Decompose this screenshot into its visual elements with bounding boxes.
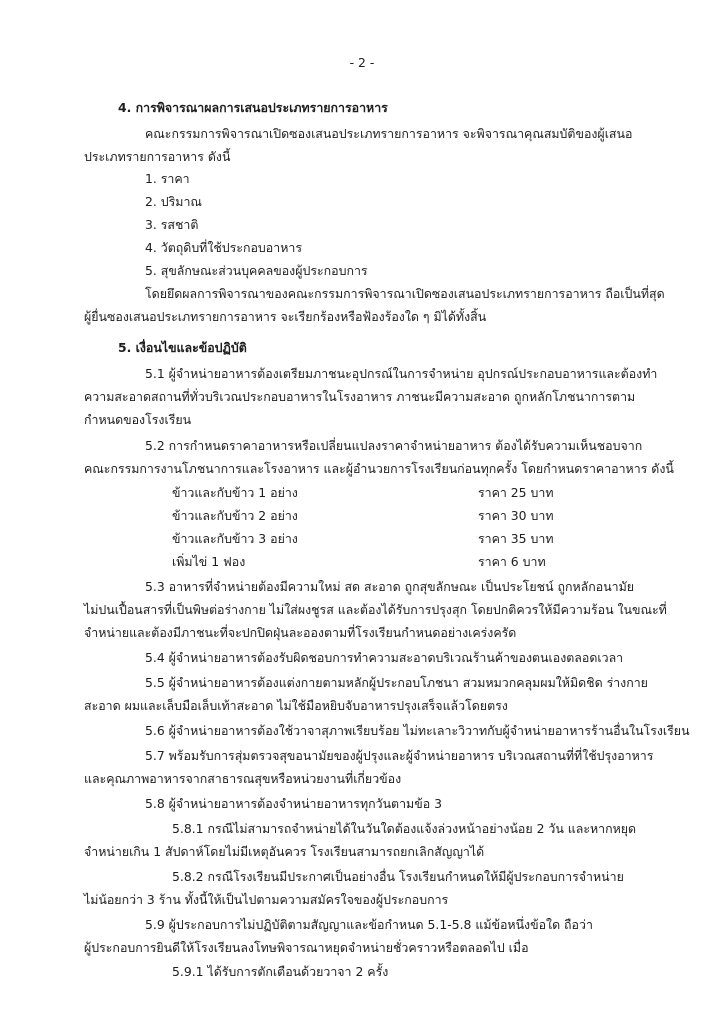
clause-5-3-line-2: ไม่ปนเปื้อนสารที่เป็นพิษต่อร่างกาย ไม่ใส่ผงชูรส และต้องได้รับการปรุงสุก โดยปกติควรให้มีความร้อน ในขณะที่	[84, 602, 667, 617]
section-5-heading: 5. เงื่อนไขและข้อปฏิบัติ	[118, 340, 247, 355]
clause-5-7-line-2: และคุณภาพอาหารจากสาธารณสุขหรือหน่วยงานที่เกี่ยวข้อง	[84, 771, 402, 786]
clause-5-9-line-1: 5.9 ผู้ประกอบการไม่ปฏิบัติตามสัญญาและข้อกำหนด 5.1-5.8 แม้ข้อหนึ่งข้อใด ถือว่า	[145, 917, 593, 932]
page-number: - 2 -	[349, 55, 375, 70]
clause-5-8: 5.8 ผู้จำหน่ายอาหารต้องจำหน่ายอาหารทุกวันตามข้อ 3	[145, 796, 442, 811]
clause-5-8-2-line-1: 5.8.2 กรณีโรงเรียนมีประกาศเป็นอย่างอื่น โรงเรียนกำหนดให้มีผู้ประกอบการจำหน่าย	[172, 869, 624, 884]
clause-5-6: 5.6 ผู้จำหน่ายอาหารต้องใช้วาจาสุภาพเรียบร้อย ไม่ทะเลาะวิวาทกับผู้จำหน่ายอาหารร้านอื่นในโรงเรียน	[145, 723, 690, 738]
clause-5-2-line-1: 5.2 การกำหนดราคาอาหารหรือเปลี่ยนแปลงราคาจำหน่ายอาหาร ต้องได้รับความเห็นชอบจาก	[145, 438, 643, 453]
price-item-name: ข้าวและกับข้าว 3 อย่าง	[172, 531, 298, 546]
price-item-price: ราคา 35 บาท	[478, 531, 554, 546]
price-item-price: ราคา 6 บาท	[478, 554, 546, 569]
price-item-price: ราคา 30 บาท	[478, 508, 554, 523]
price-item-name: ข้าวและกับข้าว 2 อย่าง	[172, 508, 298, 523]
section-4-final-line-1: โดยยึดผลการพิจารณาของคณะกรรมการพิจารณาเปิดซองเสนอประเภทรายการอาหาร ถือเป็นที่สุด	[145, 286, 665, 301]
clause-5-3-line-1: 5.3 อาหารที่จำหน่ายต้องมีความใหม่ สด สะอาด ถูกสุขลักษณะ เป็นประโยชน์ ถูกหลักอนามัย	[145, 579, 635, 594]
clause-5-1-line-2: ความสะอาดสถานที่ทั่วบริเวณประกอบอาหารในโรงอาหาร ภาชนะมีความสะอาด ถูกหลักโภชนาการตาม	[84, 389, 636, 404]
clause-5-8-2-line-2: ไม่น้อยกว่า 3 ร้าน ทั้งนี้ให้เป็นไปตามความสมัครใจของผู้ประกอบการ	[84, 892, 449, 907]
criterion-item: 4. วัตถุดิบที่ใช้ประกอบอาหาร	[145, 240, 302, 255]
criterion-item: 5. สุขลักษณะส่วนบุคคลของผู้ประกอบการ	[145, 263, 368, 278]
clause-5-5-line-2: สะอาด ผมและเล็บมือเล็บเท้าสะอาด ไม่ใช้มือหยิบจับอาหารปรุงเสร็จแล้วโดยตรง	[84, 698, 508, 713]
clause-5-4: 5.4 ผู้จำหน่ายอาหารต้องรับผิดชอบการทำความสะอาดบริเวณร้านค้าของตนเองตลอดเวลา	[145, 650, 624, 665]
price-item-price: ราคา 25 บาท	[478, 485, 554, 500]
section-4-heading: 4. การพิจารณาผลการเสนอประเภทรายการอาหาร	[118, 100, 388, 115]
clause-5-2-line-2: คณะกรรมการงานโภชนาการและโรงอาหาร และผู้อำนวยการโรงเรียนก่อนทุกครั้ง โดยกำหนดราคาอาหาร ดังนี้	[84, 461, 674, 476]
section-4-final-line-2: ผู้ยื่นซองเสนอประเภทรายการอาหาร จะเรียกร้องหรือฟ้องร้องใด ๆ มิได้ทั้งสิ้น	[84, 309, 487, 324]
clause-5-9-1: 5.9.1 ได้รับการตักเตือนด้วยวาจา 2 ครั้ง	[172, 964, 389, 979]
criterion-item: 3. รสชาติ	[145, 217, 199, 232]
clause-5-9-line-2: ผู้ประกอบการยินดีให้โรงเรียนลงโทษพิจารณาหยุดจำหน่ายชั่วคราวหรือตลอดไป เมื่อ	[84, 940, 529, 955]
section-4-intro-line-1: คณะกรรมการพิจารณาเปิดซองเสนอประเภทรายการอาหาร จะพิจารณาคุณสมบัติของผู้เสนอ	[145, 126, 633, 141]
clause-5-8-1-line-1: 5.8.1 กรณีไม่สามารถจำหน่ายได้ในวันใดต้องแจ้งล่วงหน้าอย่างน้อย 2 วัน และหากหยุด	[172, 821, 637, 836]
clause-5-7-line-1: 5.7 พร้อมรับการสุ่มตรวจสุขอนามัยของผู้ปรุงและผู้จำหน่ายอาหาร บริเวณสถานที่ที่ใช้ปรุงอาหาร	[145, 748, 654, 763]
criterion-item: 2. ปริมาณ	[145, 194, 202, 209]
price-item-name: ข้าวและกับข้าว 1 อย่าง	[172, 485, 298, 500]
price-item-name: เพิ่มไข่ 1 ฟอง	[172, 554, 246, 569]
clause-5-5-line-1: 5.5 ผู้จำหน่ายอาหารต้องแต่งกายตามหลักผู้ประกอบโภชนา สวมหมวกคลุมผมให้มิดชิด ร่างกาย	[145, 675, 648, 690]
clause-5-8-1-line-2: จำหน่ายเกิน 1 สัปดาห์โดยไม่มีเหตุอันควร โรงเรียนสามารถยกเลิกสัญญาได้	[84, 844, 485, 859]
clause-5-1-line-1: 5.1 ผู้จำหน่ายอาหารต้องเตรียมภาชนะอุปกรณ์ในการจำหน่าย อุปกรณ์ประกอบอาหารและต้องทำ	[145, 366, 658, 381]
clause-5-3-line-3: จำหน่ายและต้องมีภาชนะที่จะปกปิดฝุ่นละอองตามที่โรงเรียนกำหนดอย่างเคร่งครัด	[84, 625, 517, 640]
clause-5-1-line-3: กำหนดของโรงเรียน	[84, 412, 192, 427]
section-4-intro-line-2: ประเภทรายการอาหาร ดังนี้	[84, 149, 231, 164]
criterion-item: 1. ราคา	[145, 171, 190, 186]
